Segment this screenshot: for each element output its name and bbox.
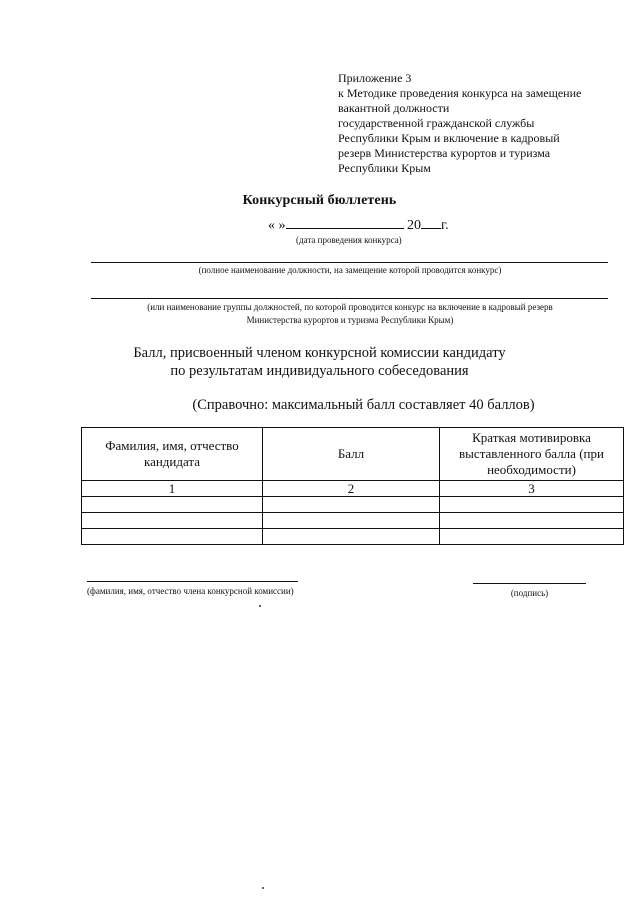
year-suffix: г. — [441, 218, 449, 233]
table-cell[interactable] — [82, 497, 263, 513]
appendix-line: Приложение 3 — [338, 71, 412, 85]
appendix-line: вакантной должности — [338, 101, 450, 115]
appendix-line: к Методике проведения конкурса на замещение — [338, 86, 582, 100]
table-row — [82, 513, 624, 529]
year-prefix: 20 — [407, 218, 421, 233]
column-number: 3 — [440, 481, 624, 497]
appendix-block — [338, 71, 628, 176]
appendix-line: Республики Крым — [338, 161, 431, 175]
header-score: Балл — [263, 428, 440, 481]
table-cell[interactable] — [440, 497, 624, 513]
column-number: 1 — [82, 481, 263, 497]
position-line — [91, 262, 608, 263]
header-candidate-name: Фамилия, имя, отчество кандидата — [82, 428, 263, 481]
ballot-title: Конкурсный бюллетень — [242, 193, 397, 208]
group-caption-line2: Министерства курортов и туризма Республики Крым) — [246, 315, 454, 325]
appendix-line: резерв Министерства курортов и туризма — [338, 146, 551, 160]
table-row — [82, 497, 624, 513]
date-caption: (дата проведения конкурса) — [296, 235, 402, 245]
table-cell[interactable] — [440, 513, 624, 529]
score-heading-line2: по результатам индивидуального собеседования — [170, 363, 469, 379]
scan-speck — [259, 605, 261, 607]
column-number: 2 — [263, 481, 440, 497]
group-caption-line1: (или наименование группы должностей, по которой проводится конкурс на включение в кадровый резерв — [147, 302, 553, 312]
table-cell[interactable] — [263, 529, 440, 545]
date-close-quote: » — [278, 218, 286, 233]
table-cell[interactable] — [263, 513, 440, 529]
score-table — [81, 427, 624, 545]
date-line — [268, 216, 449, 234]
header-motivation: Краткая мотивировка выставленного балла (при необходимости) — [440, 428, 624, 481]
appendix-line: государственной гражданской службы — [338, 116, 535, 130]
table-cell[interactable] — [82, 513, 263, 529]
table-header-row — [82, 428, 624, 481]
table-number-row — [82, 481, 624, 497]
group-line — [91, 298, 608, 299]
max-score-note: (Справочно: максимальный балл составляет 40 баллов) — [192, 397, 535, 413]
year-blank — [421, 216, 441, 229]
position-caption: (полное наименование должности, на замещение которой проводится конкурс) — [198, 265, 502, 275]
signature-line — [473, 583, 586, 584]
member-name-caption: (фамилия, имя, отчество члена конкурсной комиссии) — [87, 586, 294, 596]
score-heading-line1: Балл, присвоенный членом конкурсной комиссии кандидату — [133, 345, 506, 361]
date-open-quote: « — [268, 218, 275, 233]
signature-caption: (подпись) — [510, 588, 549, 598]
table-cell[interactable] — [82, 529, 263, 545]
table-cell[interactable] — [263, 497, 440, 513]
appendix-line: Республики Крым и включение в кадровый — [338, 131, 560, 145]
scan-speck — [262, 887, 264, 889]
date-blank — [286, 216, 404, 229]
table-row — [82, 529, 624, 545]
member-name-line — [87, 581, 298, 582]
table-cell[interactable] — [440, 529, 624, 545]
